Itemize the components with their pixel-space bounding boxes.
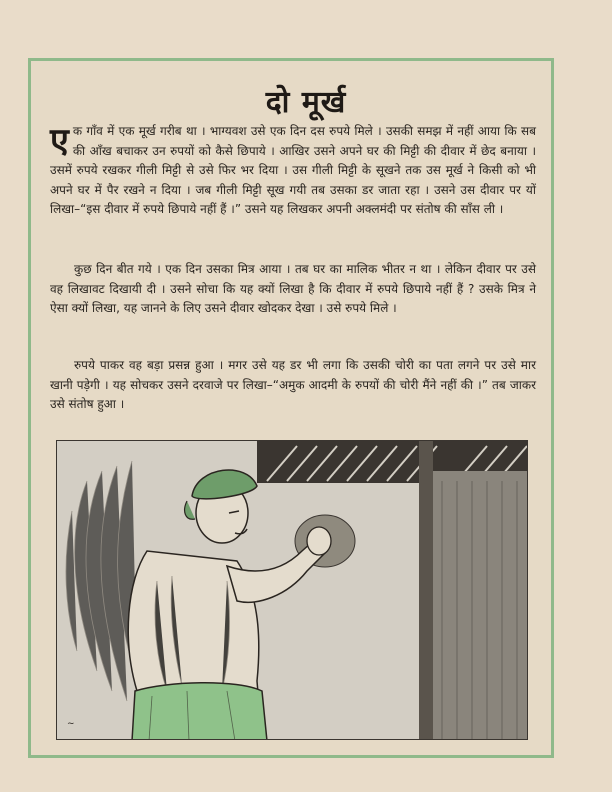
paragraph-1 xyxy=(50,122,536,220)
side-wall xyxy=(433,471,528,740)
story-illustration xyxy=(56,440,528,740)
wooden-post xyxy=(419,441,433,740)
paragraph-3: रुपये पाकर वह बड़ा प्रसन्न हुआ । मगर उसे यह डर भी लगा कि उसकी चोरी का पता लगने पर उसे मार खानी पड़ेगी । यह सोचकर उसने दरवाजे पर लिखा–“अमुक आदमी के रुपयों की चोरी मैंने नहीं की ।” तब जाकर उसे संतोष हुआ । xyxy=(50,358,536,411)
story-title: दो मूर्ख xyxy=(265,85,347,120)
paragraph-2: कुछ दिन बीत गये । एक दिन उसका मित्र आया । तब घर का मालिक भीतर न था । लेकिन दीवार पर उसे वह लिखावट दिखायी दी । उसने सोचा कि यह क्यों लिखा है कि दीवार में रुपये छिपाये नहीं हैं ? उसके मित्र ने ऐसा क्यों लिखा, यह जानने के लिए उसने दीवार खोदकर देखा । उसे रुपये मिले । xyxy=(50,262,536,315)
svg-text:~: ~ xyxy=(67,719,75,729)
man-hand xyxy=(307,527,331,555)
dhoti xyxy=(132,683,267,740)
man-patting-wall-illustration xyxy=(57,441,528,740)
paragraph-1-text: क गाँव में एक मूर्ख गरीब था । भाग्यवश उसे एक दिन दस रुपये मिले । उसकी समझ में नहीं आया कि सब की आँख बचाकर उन रुपयों को कैसे छिपाये । आखिर उसने अपने घर की मिट्टी की दीवार में छेद बनाया । उसमें रुपये रखकर गीली मिट्टी से उसे फिर भर दिया । उस गीली मिट्टी के सूखने तक उस मूर्ख ने किसी को भी अपने घर में पैर रखने न दिया । जब गीली मिट्टी सूख गयी तब उसका डर जाता रहा । उसने उस दीवार पर यों लिखा–“इस दीवार में रुपये छिपाये नहीं हैं ।” उसने यह लिखकर अपनी अक्लमंदी पर संतोष की साँस ली । xyxy=(50,124,536,216)
drop-cap: ए xyxy=(50,121,69,161)
